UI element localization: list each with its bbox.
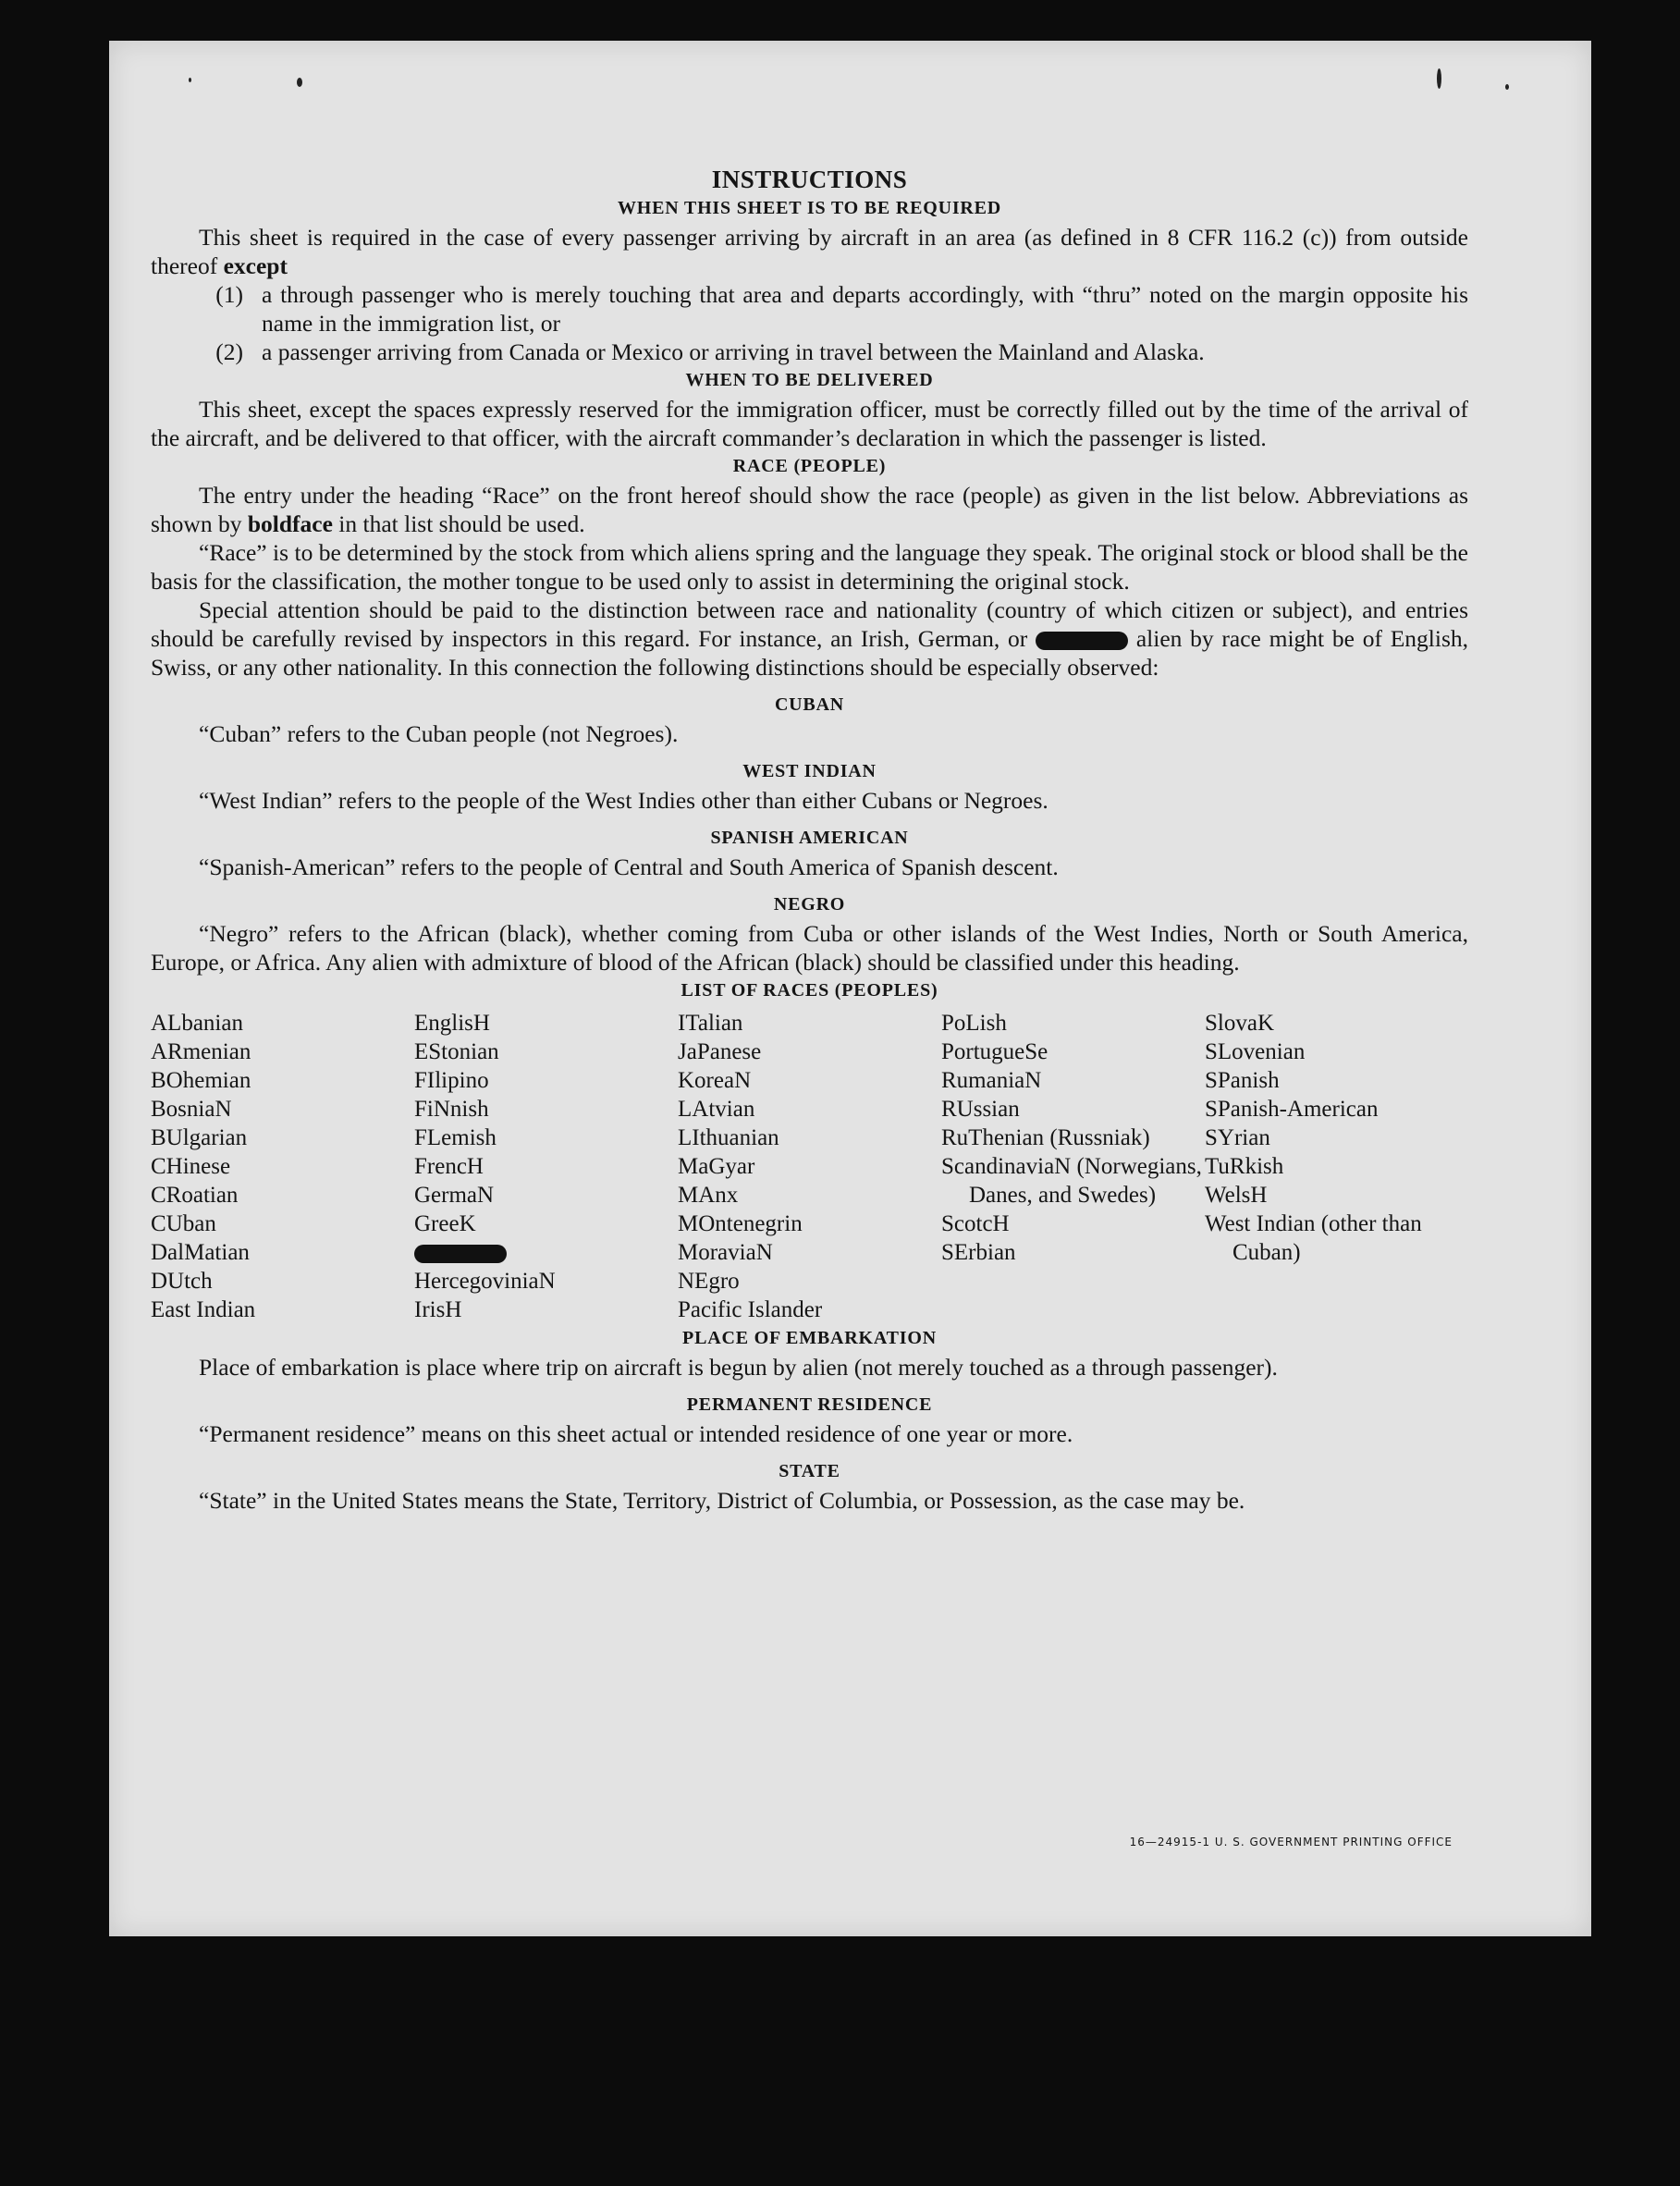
race-paragraph-2: “Race” is to be determined by the stock from which aliens spring and the language they speak. The original stock or blood shall be the basis for the classification, the mother tongue to be used only to assist in determining the original stock. xyxy=(151,539,1468,595)
race-item: ScotcH xyxy=(941,1211,1010,1236)
race-item: GreeK xyxy=(414,1211,476,1236)
section-heading-race: RACE (PEOPLE) xyxy=(732,456,887,476)
race-item: ARmenian xyxy=(151,1039,251,1064)
race-item: SPanish-American xyxy=(1205,1097,1379,1122)
race-item: WelsH xyxy=(1205,1183,1268,1208)
race-item: ALbanian xyxy=(151,1011,243,1036)
race-item: CUban xyxy=(151,1211,216,1236)
race-item: CHinese xyxy=(151,1154,231,1179)
race-item: PortugueSe xyxy=(941,1039,1048,1064)
races-column-1 xyxy=(151,1009,414,1324)
race-item: FIlipino xyxy=(414,1068,489,1093)
section-heading-residence: PERMANENT RESIDENCE xyxy=(686,1394,933,1415)
required-item-1: (1) a through passenger who is merely touching that area and departs accordingly, with “thru” noted on the margin opposite his name in the immigration list, or xyxy=(215,281,1468,337)
west-indian-text: “West Indian” refers to the people of the West Indies other than either Cubans or Negroes. xyxy=(199,787,1048,814)
races-column-3 xyxy=(678,1009,941,1324)
scan-speck xyxy=(189,78,191,82)
race-item: FLemish xyxy=(414,1125,497,1150)
section-heading-required: WHEN THIS SHEET IS TO BE REQUIRED xyxy=(617,198,1002,218)
race-item: RUssian xyxy=(941,1097,1020,1122)
spanish-american-text: “Spanish-American” refers to the people of Central and South America of Spanish descent. xyxy=(199,854,1059,880)
section-heading-spanish-american: SPANISH AMERICAN xyxy=(710,828,909,848)
required-intro: This sheet is required in the case of every passenger arriving by aircraft in an area (as defined in 8 CFR 116.2 (c)) from outside thereof except xyxy=(151,224,1468,279)
document-page xyxy=(109,41,1591,1936)
required-item-2: (2) a passenger arriving from Canada or Mexico or arriving in travel between the Mainland and Alaska. xyxy=(215,338,1205,365)
races-column-4 xyxy=(941,1009,1205,1324)
instructions-body xyxy=(151,166,1468,1515)
race-item-redacted xyxy=(414,1238,678,1267)
race-item: FiNnish xyxy=(414,1097,489,1122)
race-item: Pacific Islander xyxy=(678,1297,823,1322)
race-item: MAnx xyxy=(678,1183,739,1208)
negro-text: “Negro” refers to the African (black), whether coming from Cuba or other islands of the West Indies, North or South America, Europe, or Africa. Any alien with admixture of blood of the African (black) should be classified under this heading. xyxy=(151,920,1468,976)
race-item: ITalian xyxy=(678,1011,743,1036)
scan-speck xyxy=(1437,68,1441,89)
race-item: RumaniaN xyxy=(941,1068,1042,1093)
race-item: West Indian (other than Cuban) xyxy=(1205,1211,1422,1265)
races-list xyxy=(151,1009,1468,1324)
section-heading-list-of-races: LIST OF RACES (PEOPLES) xyxy=(681,980,938,1001)
section-heading-embarkation: PLACE OF EMBARKATION xyxy=(682,1328,937,1348)
race-item: MaGyar xyxy=(678,1154,755,1179)
race-item: BOhemian xyxy=(151,1068,251,1093)
race-item: SYrian xyxy=(1205,1125,1270,1150)
race-item: MOntenegrin xyxy=(678,1211,803,1236)
race-item: RuThenian (Russniak) xyxy=(941,1125,1150,1150)
race-paragraph-3: Special attention should be paid to the distinction between race and nationality (country of which citizen or subject), and entries should be carefully revised by inspectors in this regard. For instance, an Irish, German, or alien by race might be of English, Swiss, or any other nationality. In this connection the following distinctions should be especially observed: xyxy=(151,596,1468,681)
section-heading-west-indian: WEST INDIAN xyxy=(742,761,877,781)
race-item: SLovenian xyxy=(1205,1039,1306,1064)
embarkation-text: Place of embarkation is place where trip on aircraft is begun by alien (not merely touched as a through passenger). xyxy=(199,1354,1278,1381)
race-item: DUtch xyxy=(151,1269,213,1294)
races-column-5 xyxy=(1205,1009,1468,1324)
race-item: TuRkish xyxy=(1205,1154,1284,1179)
race-item: EStonian xyxy=(414,1039,499,1064)
races-column-2 xyxy=(414,1009,678,1324)
delivered-text: This sheet, except the spaces expressly reserved for the immigration officer, must be correctly filled out by the time of the arrival of the aircraft, and be delivered to that officer, with the aircraft commander’s declaration in which the passenger is listed. xyxy=(151,396,1468,451)
scan-speck xyxy=(297,78,302,87)
race-item: East Indian xyxy=(151,1297,256,1322)
race-item: NEgro xyxy=(678,1269,740,1294)
page-title: INSTRUCTIONS xyxy=(711,166,908,193)
printing-office-code: 16—24915-1 U. S. GOVERNMENT PRINTING OFFICE xyxy=(1129,1836,1453,1848)
race-item: KoreaN xyxy=(678,1068,752,1093)
race-item: SlovaK xyxy=(1205,1011,1274,1036)
race-item: JaPanese xyxy=(678,1039,762,1064)
residence-text: “Permanent residence” means on this sheet actual or intended residence of one year or more. xyxy=(199,1420,1073,1447)
cuban-text: “Cuban” refers to the Cuban people (not Negroes). xyxy=(199,720,679,747)
race-paragraph-1: The entry under the heading “Race” on the front hereof should show the race (people) as given in the list below. Abbreviations as shown by boldface in that list should be used. xyxy=(151,482,1468,537)
race-item: SErbian xyxy=(941,1240,1016,1265)
race-item: HercegoviniaN xyxy=(414,1269,556,1294)
race-item: ScandinaviaN (Norwegians, Danes, and Swedes) xyxy=(941,1154,1202,1208)
section-heading-cuban: CUBAN xyxy=(774,694,845,715)
race-item: EnglisH xyxy=(414,1011,490,1036)
state-text: “State” in the United States means the State, Territory, District of Columbia, or Possession, as the case may be. xyxy=(199,1487,1245,1514)
race-item: BosniaN xyxy=(151,1097,232,1122)
section-heading-negro: NEGRO xyxy=(773,894,846,915)
race-item: LAtvian xyxy=(678,1097,755,1122)
race-item: DalMatian xyxy=(151,1240,250,1265)
race-item: IrisH xyxy=(414,1297,462,1322)
race-item: FrencH xyxy=(414,1154,484,1179)
race-item: MoraviaN xyxy=(678,1240,773,1265)
section-heading-delivered: WHEN TO BE DELIVERED xyxy=(685,370,934,390)
scan-speck xyxy=(1505,84,1509,90)
race-item: GermaN xyxy=(414,1183,495,1208)
race-item: PoLish xyxy=(941,1011,1007,1036)
race-item: CRoatian xyxy=(151,1183,239,1208)
redaction-mark xyxy=(1036,632,1128,650)
race-item: LIthuanian xyxy=(678,1125,779,1150)
race-item: SPanish xyxy=(1205,1068,1280,1093)
redaction-mark xyxy=(414,1245,507,1263)
race-item: BUlgarian xyxy=(151,1125,248,1150)
section-heading-state: STATE xyxy=(779,1461,840,1481)
